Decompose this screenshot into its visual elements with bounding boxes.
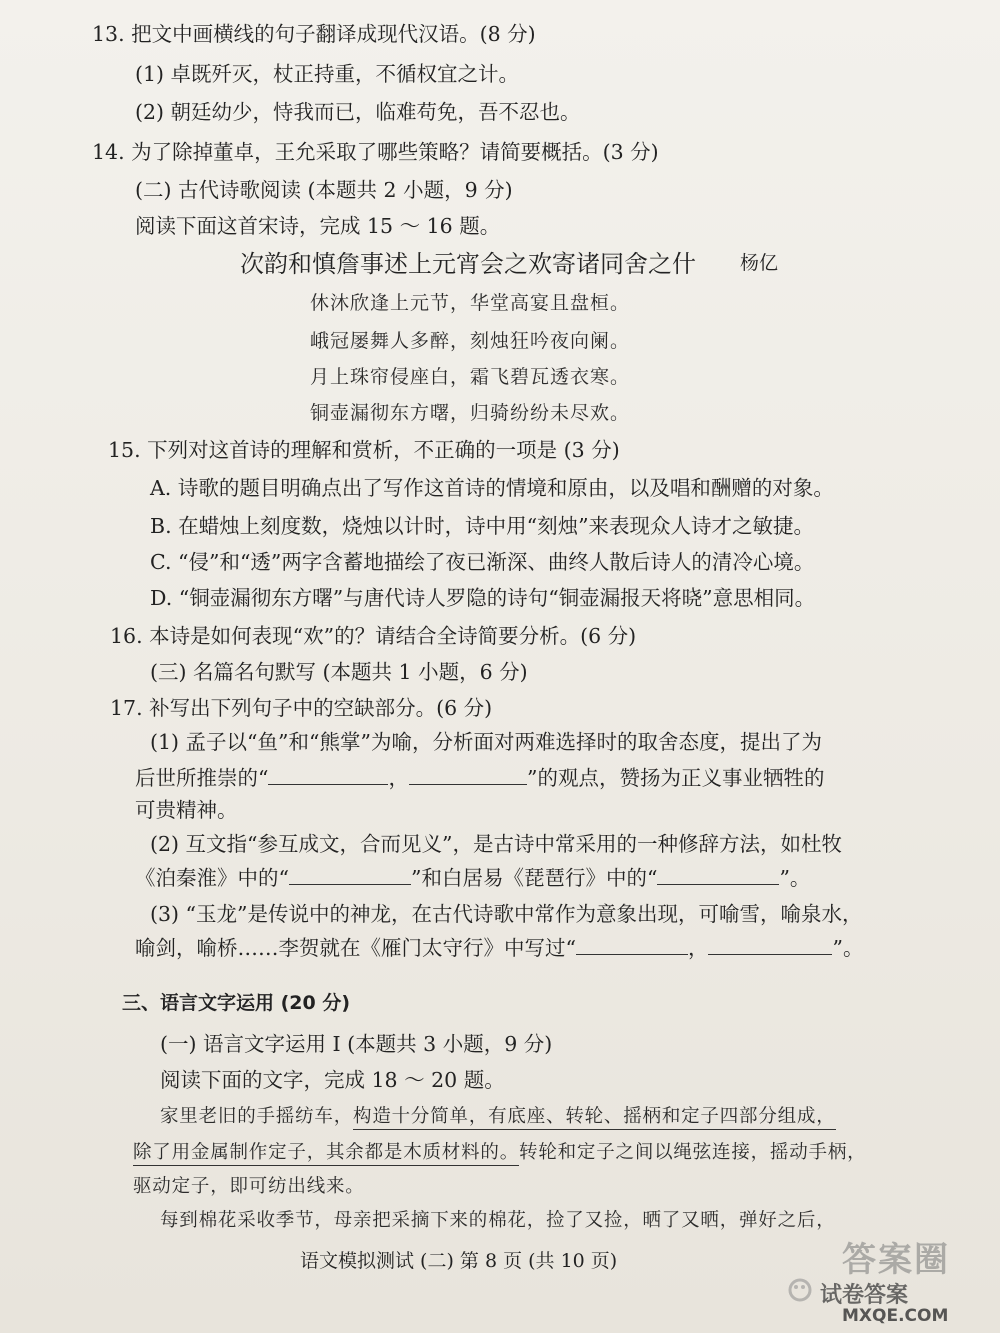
q15-option-b: B. 在蜡烛上刻度数，烧烛以计时，诗中用“刻烛”来表现众人诗才之敏捷。 xyxy=(150,514,815,538)
q13-sentence-1: (1) 卓既歼灭，杖正持重，不循权宜之计。 xyxy=(135,62,520,86)
passage-line-4: 每到棉花采收季节，母亲把采摘下来的棉花，捡了又捡，晒了又晒，弹好之后， xyxy=(160,1210,836,1231)
q17-s1-line1: (1) 孟子以“鱼”和“熊掌”为喻，分析面对两难选择时的取舍态度，提出了为 xyxy=(150,730,822,754)
q15-option-d: D. “铜壶漏彻东方曙”与唐代诗人罗隐的诗句“铜壶漏报天将晓”意思相同。 xyxy=(150,586,816,610)
underlined-sentence: 构造十分简单，有底座、转轮、摇柄和定子四部分组成， xyxy=(353,1106,836,1130)
poem-author: 杨亿 xyxy=(740,252,779,274)
q17-s1-text-b: ， xyxy=(388,766,409,790)
watermark-bottom: 试卷答案 xyxy=(820,1283,909,1308)
answer-blank[interactable] xyxy=(708,936,832,955)
q13-stem: 13. 把文中画横线的句子翻译成现代汉语。(8 分) xyxy=(92,22,536,46)
q17-s1-text-a: 后世所推崇的“ xyxy=(135,766,269,790)
q17-s2-text-c: ”。 xyxy=(779,866,811,890)
answer-blank[interactable] xyxy=(289,866,411,885)
q15-stem: 15. 下列对这首诗的理解和赏析，不正确的一项是 (3 分) xyxy=(108,438,620,462)
page-footer: 语文模拟测试 (二) 第 8 页 (共 10 页) xyxy=(300,1250,618,1272)
q17-s3-text-a: 喻剑，喻桥……李贺就在《雁门太守行》中写过“ xyxy=(135,936,576,960)
poem-line-4: 铜壶漏彻东方曙，归骑纷纷未尽欢。 xyxy=(310,402,631,424)
passage-text: 转轮和定子之间以绳弦连接，摇动手柄， xyxy=(519,1142,867,1163)
part3-heading: (三) 名篇名句默写 (本题共 1 小题，6 分) xyxy=(150,660,528,684)
poem-line-2: 峨冠屡舞人多醉，刻烛狂吟夜向阑。 xyxy=(310,330,631,352)
poem-title: 次韵和慎詹事述上元宵会之欢寄诸同舍之什 xyxy=(240,250,696,278)
q15-option-a: A. 诗歌的题目明确点出了写作这首诗的情境和原由，以及唱和酬赠的对象。 xyxy=(150,476,834,500)
section3-subheading: (一) 语言文字运用 Ⅰ (本题共 3 小题，9 分) xyxy=(160,1032,553,1056)
answer-blank[interactable] xyxy=(409,766,527,785)
q17-s2-text-a: 《泊秦淮》中的“ xyxy=(135,866,289,890)
q17-s1-line3: 可贵精神。 xyxy=(135,798,238,822)
q14-stem: 14. 为了除掉董卓，王允采取了哪些策略？请简要概括。(3 分) xyxy=(92,140,659,164)
q17-s3-text-b: ， xyxy=(687,936,709,960)
part2-intro: 阅读下面这首宋诗，完成 15 ～ 16 题。 xyxy=(135,214,501,238)
answer-blank[interactable] xyxy=(576,936,688,955)
q15-option-c: C. “侵”和“透”两字含蓄地描绘了夜已渐深、曲终人散后诗人的清冷心境。 xyxy=(150,550,815,574)
passage-text: 家里老旧的手摇纺车， xyxy=(160,1106,354,1127)
q17-s3-text-c: ”。 xyxy=(832,936,864,960)
passage-line-1 xyxy=(160,1102,836,1128)
section3-heading: 三、语言文字运用 (20 分) xyxy=(122,992,351,1014)
passage-line-3: 驱动定子，即可纺出线来。 xyxy=(133,1176,365,1197)
q17-s2-line2 xyxy=(135,864,810,892)
poem-line-3: 月上珠帘侵座白，霜飞碧瓦透衣寒。 xyxy=(310,366,631,388)
q17-s1-text-c: ”的观点，赞扬为正义事业牺牲的 xyxy=(526,766,825,790)
q13-sentence-2: (2) 朝廷幼少，恃我而已，临难苟免，吾不忍也。 xyxy=(135,100,581,124)
answer-blank[interactable] xyxy=(657,866,779,885)
q17-s1-line2 xyxy=(135,764,824,792)
q17-s2-line1: (2) 互文指“参互成文，合而见义”，是古诗中常采用的一种修辞方法，如杜牧 xyxy=(150,832,843,856)
q17-stem: 17. 补写出下列句子中的空缺部分。(6 分) xyxy=(110,696,493,720)
watermark-logo xyxy=(742,1228,982,1328)
q17-s3-line2 xyxy=(135,934,863,962)
q16-stem: 16. 本诗是如何表现“欢”的？请结合全诗简要分析。(6 分) xyxy=(110,624,637,648)
answer-blank[interactable] xyxy=(268,766,388,785)
underlined-sentence: 除了用金属制作定子，其余都是木质材料的。 xyxy=(133,1142,519,1166)
section3-intro: 阅读下面的文字，完成 18 ～ 20 题。 xyxy=(160,1068,505,1092)
passage-line-2 xyxy=(133,1138,866,1164)
watermark-top: 答案圈 xyxy=(842,1240,950,1280)
part2-heading: (二) 古代诗歌阅读 (本题共 2 小题，9 分) xyxy=(135,178,513,202)
poem-line-1: 休沐欣逢上元节，华堂高宴且盘桓。 xyxy=(310,292,631,314)
q17-s2-text-b: ”和白居易《琵琶行》中的“ xyxy=(410,866,658,890)
q17-s3-line1: (3) “玉龙”是传说中的神龙，在古代诗歌中常作为意象出现，可喻雪，喻泉水， xyxy=(150,902,863,926)
watermark-url: MXQE.COM xyxy=(842,1306,949,1326)
